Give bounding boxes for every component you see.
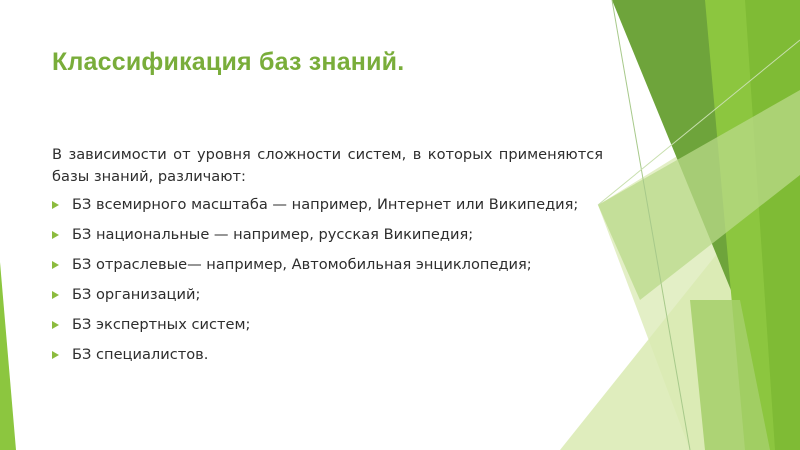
triangle-bullet-icon (52, 351, 59, 359)
list-item-text: БЗ специалистов. (72, 346, 209, 363)
slide-content (52, 144, 603, 374)
intro-paragraph: В зависимости от уровня сложности систем, в которых применяются базы знаний, различают: (52, 146, 603, 185)
list-item (52, 284, 603, 306)
list-item-text: БЗ национальные — например, русская Википедия; (72, 226, 474, 243)
bullet-list (52, 194, 603, 366)
list-item-text: БЗ всемирного масштаба — например, Интернет или Википедия; (72, 196, 579, 213)
list-item (52, 344, 603, 366)
list-item (52, 254, 603, 276)
slide-title: Классификация баз знаний. (52, 48, 405, 76)
list-item (52, 194, 603, 216)
list-item (52, 224, 603, 246)
triangle-bullet-icon (52, 261, 59, 269)
triangle-bullet-icon (52, 321, 59, 329)
list-item-text: БЗ экспертных систем; (72, 316, 251, 333)
list-item-text: БЗ организаций; (72, 286, 201, 303)
triangle-bullet-icon (52, 291, 59, 299)
triangle-bullet-icon (52, 201, 59, 209)
triangle-bullet-icon (52, 231, 59, 239)
list-item-text: БЗ отраслевые— например, Автомобильная энциклопедия; (72, 256, 532, 273)
list-item (52, 314, 603, 336)
